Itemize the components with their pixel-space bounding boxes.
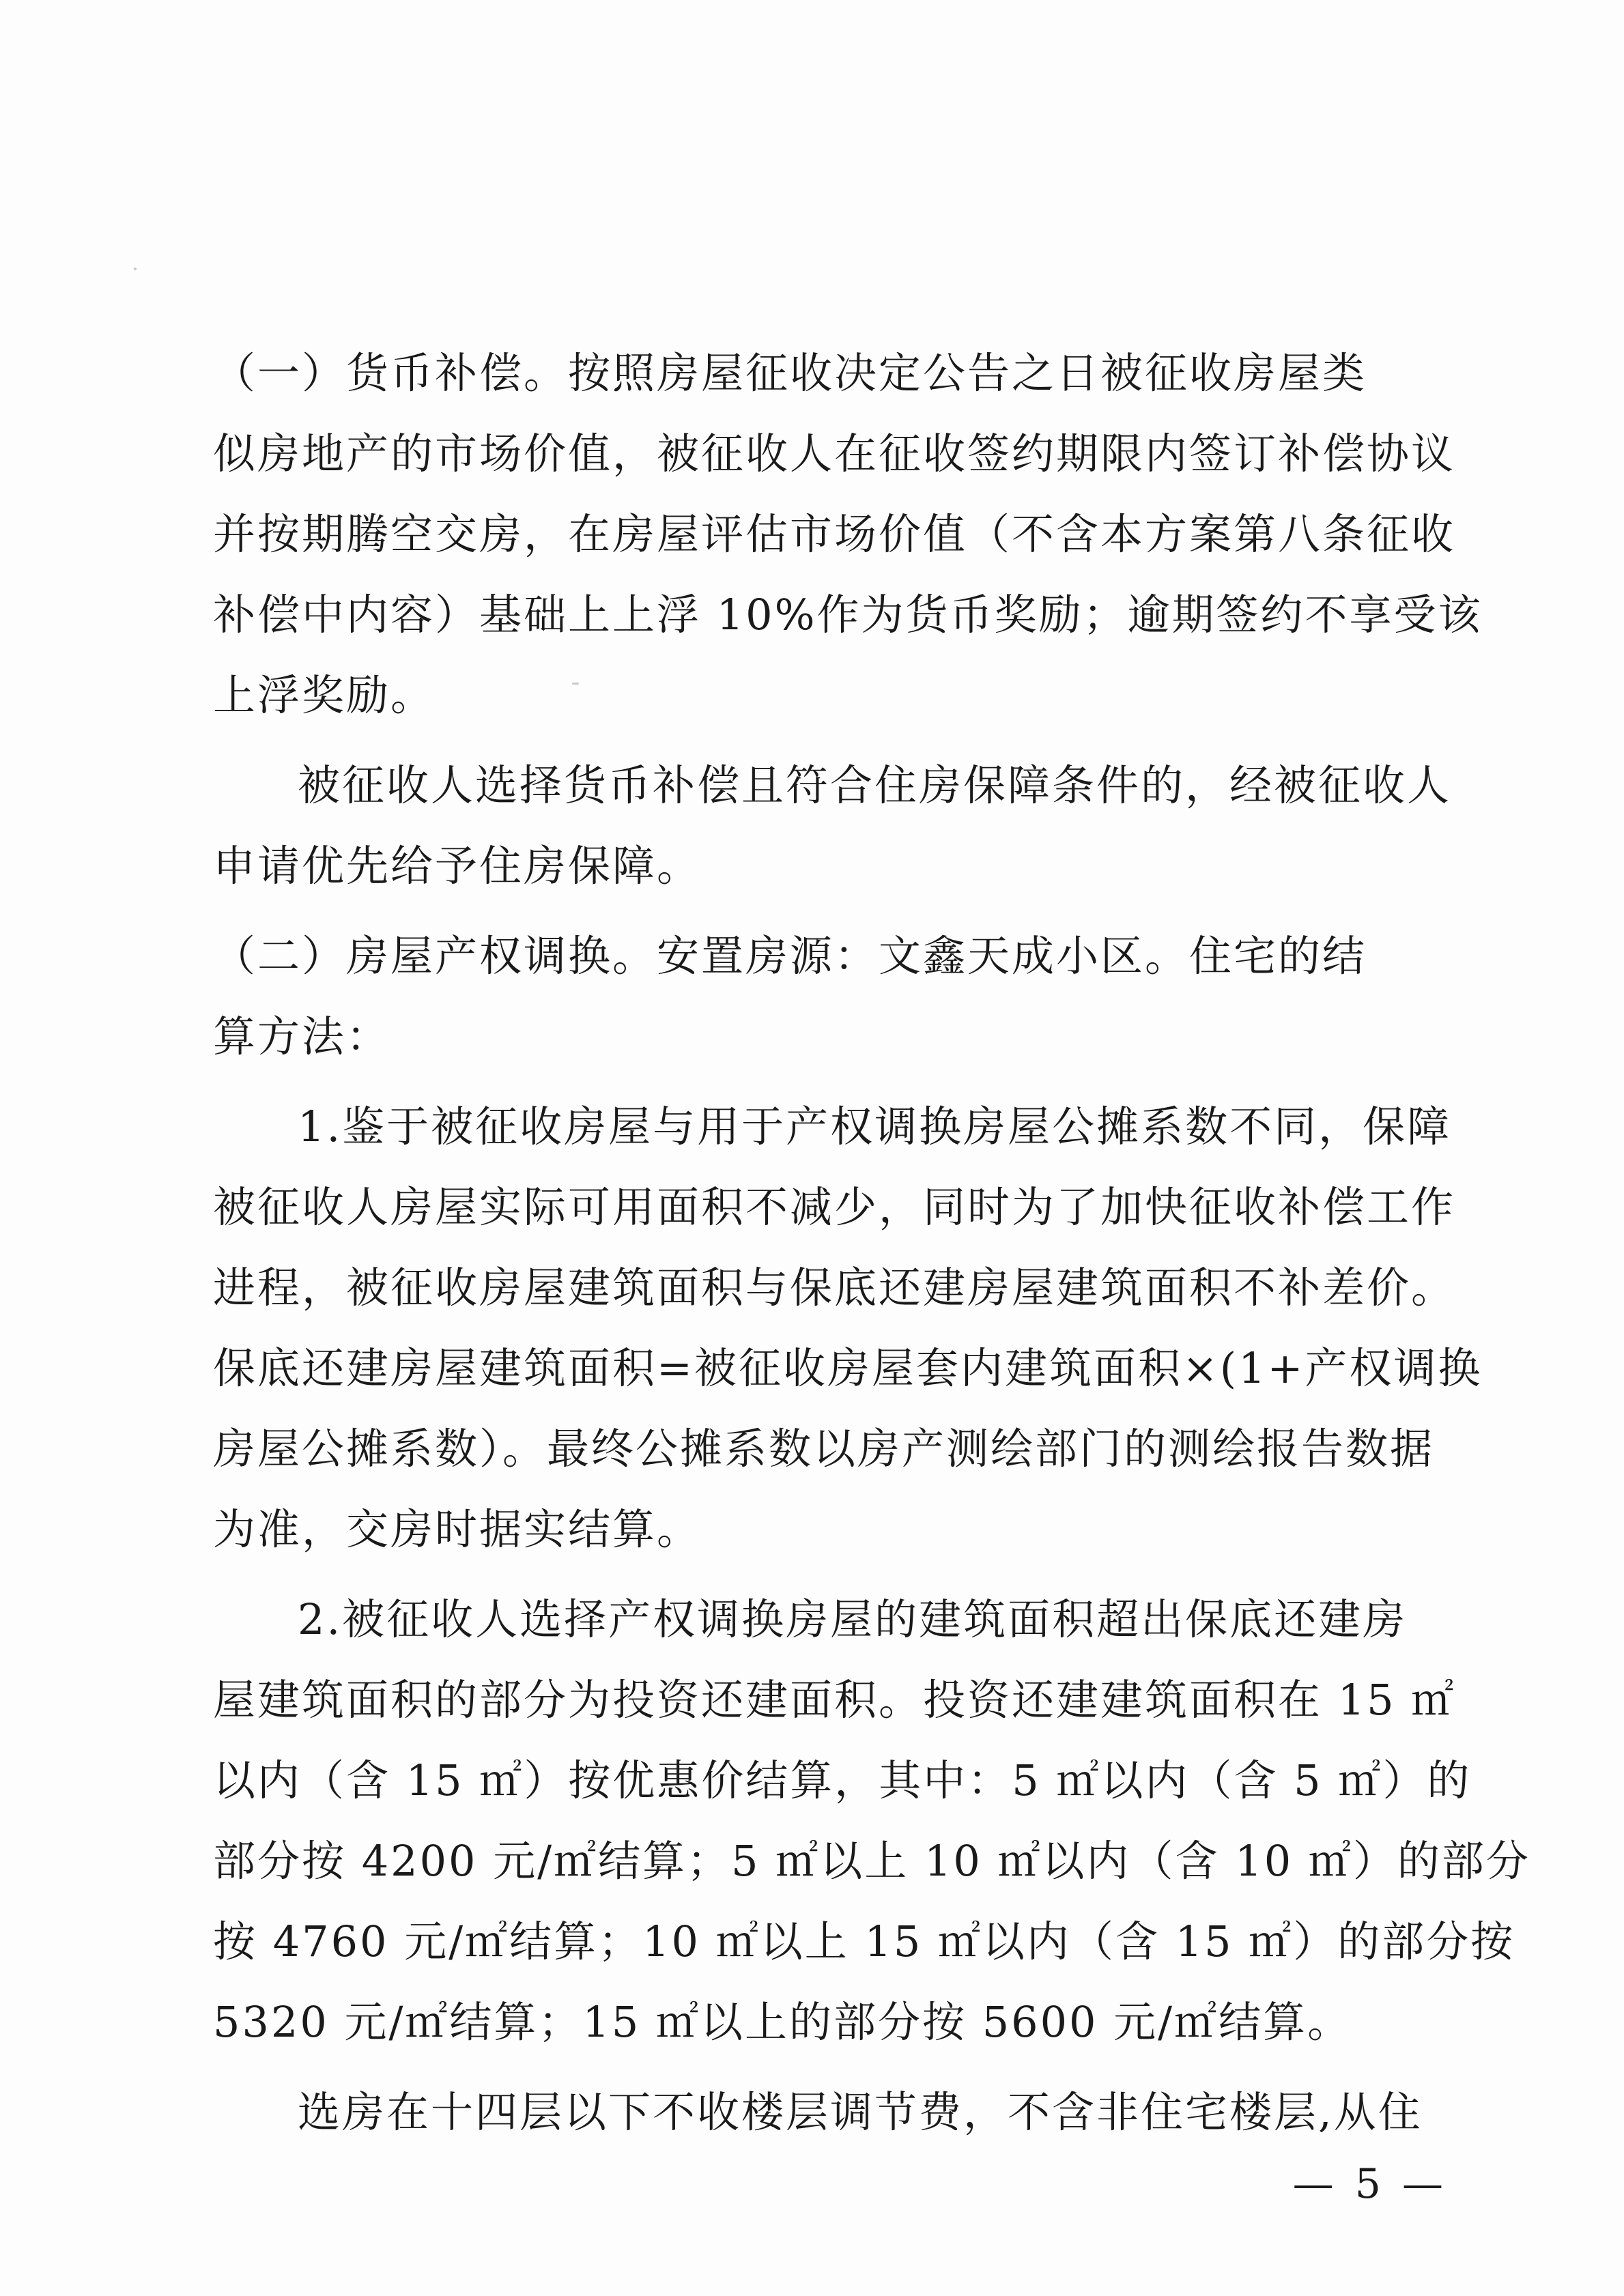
paragraph-line: 并按期腾空交房，在房屋评估市场价值（不含本方案第八条征收 — [213, 509, 1456, 559]
page-number: — 5 — — [1292, 2160, 1447, 2208]
paragraph-line: 部分按 4200 元/㎡结算；5 ㎡以上 10 ㎡以内（含 10 ㎡）的部分 — [213, 1836, 1530, 1886]
paragraph-line: 屋建筑面积的部分为投资还建面积。投资还建建筑面积在 15 ㎡ — [213, 1675, 1456, 1725]
paragraph-line: （一）货币补偿。按照房屋征收决定公告之日被征收房屋类 — [213, 348, 1367, 398]
paragraph-line: 以内（含 15 ㎡）按优惠价结算，其中：5 ㎡以内（含 5 ㎡）的 — [213, 1755, 1472, 1805]
paragraph-line: 算方法： — [213, 1011, 391, 1061]
paragraph-line: 补偿中内容）基础上上浮 10%作为货币奖励；逾期签约不享受该 — [213, 590, 1483, 640]
paragraph-line: 进程，被征收房屋建筑面积与保底还建房屋建筑面积不补差价。 — [213, 1263, 1456, 1312]
paragraph-line: （二）房屋产权调换。安置房源：文鑫天成小区。住宅的结 — [213, 931, 1367, 981]
paragraph-line: 被征收人选择货币补偿且符合住房保障条件的，经被征收人 — [298, 760, 1452, 810]
paragraph-line: 2.被征收人选择产权调换房屋的建筑面积超出保底还建房 — [298, 1594, 1408, 1644]
paragraph-line: 房屋公摊系数）。最终公摊系数以房产测绘部门的测绘报告数据 — [213, 1424, 1435, 1474]
paragraph-line: 按 4760 元/㎡结算；10 ㎡以上 15 ㎡以内（含 15 ㎡）的部分按 — [213, 1917, 1515, 1966]
paragraph-line: 5320 元/㎡结算；15 ㎡以上的部分按 5600 元/㎡结算。 — [213, 1997, 1352, 2047]
paragraph-line: 选房在十四层以下不收楼层调节费，不含非住宅楼层,从住 — [298, 2087, 1423, 2137]
paragraph-line: 被征收人房屋实际可用面积不减少，同时为了加快征收补偿工作 — [213, 1182, 1456, 1232]
paragraph-line: 1.鉴于被征收房屋与用于产权调换房屋公摊系数不同，保障 — [298, 1102, 1452, 1151]
paragraph-line: 为准，交房时据实结算。 — [213, 1504, 702, 1554]
paragraph-line: 似房地产的市场价值，被征收人在征收签约期限内签订补偿协议 — [213, 429, 1456, 478]
paragraph-line: 申请优先给予住房保障。 — [213, 841, 702, 891]
paragraph-line: 上浮奖励。 — [213, 670, 436, 720]
body-text — [213, 333, 1530, 2153]
paragraph-line: 保底还建房屋建筑面积=被征收房屋套内建筑面积×(1+产权调换 — [213, 1343, 1483, 1393]
scan-speck — [134, 268, 137, 270]
